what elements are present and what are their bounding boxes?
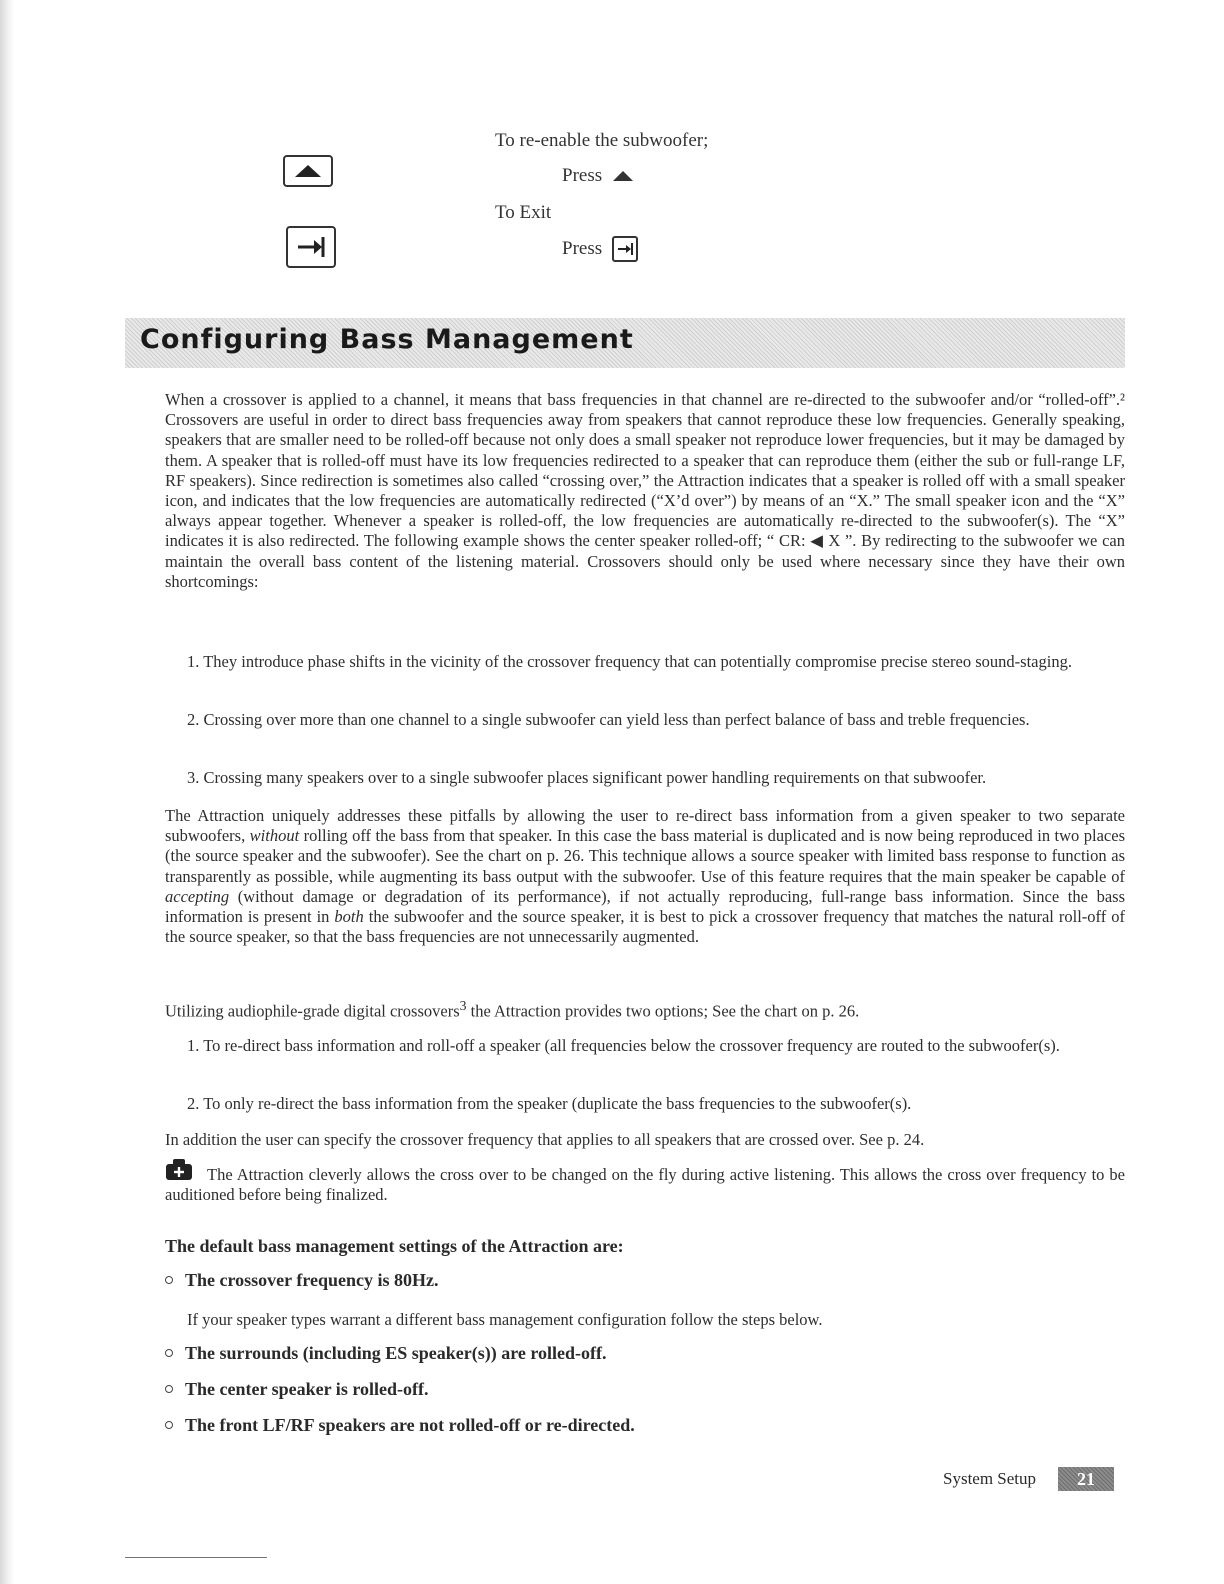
- up-arrow-icon: [612, 170, 634, 182]
- bullet-icon: [165, 1421, 173, 1429]
- press-label: Press: [562, 165, 603, 186]
- section-banner: [125, 318, 1125, 368]
- options-paragraph: [165, 996, 1125, 1022]
- exit-instruction: To Exit: [495, 202, 552, 223]
- section-title: Configuring Bass Management: [140, 324, 634, 355]
- intro-paragraph: When a crossover is applied to a channel, it means that bass frequencies in that channel are re-directed to the subwoofer and/or “rolled-off”.² Crossovers are useful in order to direct bass frequencies away from speakers that cannot reproduce these low frequencies. Generally speaking, speakers that are smaller need to be rolled-off because not only does a small speaker not reproduce lower frequencies, but it may be damaged by them. A speaker that is rolled-off must have its low frequencies redirected to a speaker that can reproduce them (either the sub or full-range LF, RF speakers). Since redirection is sometimes also called “crossing over,” the Attraction indicates that a speaker is rolled off with a small speaker icon, and indicates that the low frequencies are automatically redirected (“X’d over”) by means of an “X.” The small speaker icon and the “X” always appear together. Whenever a speaker is rolled-off, the low frequencies are automatically re-directed to the subwoofer(s). The “X” indicates it is also redirected. The following example shows the center speaker rolled-off; “ CR: ◀ X ”. By redirecting to the subwoofer we can maintain the overall bass content of the listening material. Crossovers should only be used where necessary since they have their own shortcomings:: [165, 390, 1125, 591]
- text-run: Utilizing audiophile-grade digital crossovers: [165, 1001, 460, 1021]
- text-run: the subwoofer and the source speaker, it is best to pick a crossover frequency that matches the natural roll-off of the source speaker, so that the bass frequencies are not unnecessarily augmented.: [165, 907, 1125, 947]
- list-item: 3. Crossing many speakers over to a single subwoofer places significant power handling requirements on that subwoofer.: [187, 768, 987, 787]
- bullet-icon: [165, 1385, 173, 1393]
- bullet-item: [165, 1270, 438, 1291]
- text-run: (without damage or degradation of its performance), if not actually reproducing, full-range bass information. Since the bass information is present in: [165, 886, 1125, 927]
- text-run: rolling off the bass from that speaker. In this case the bass material is duplicated and is now being reproduced in two places (the source speaker and the subwoofer). See the chart on p. 26. This technique allows a source speaker with limited bass response to function as transparently as possible, while augmenting its bass output with the subwoofer. Use of this feature requires that the main speaker be capable of: [165, 826, 1125, 886]
- page-number-badge: 21: [1058, 1467, 1114, 1491]
- list-item: 1. To re-direct bass information and roll-off a speaker (all frequencies below the crossover frequency are routed to the subwoofer(s).: [187, 1036, 1060, 1055]
- emphasis-without: without: [249, 826, 300, 846]
- scan-edge: [0, 0, 14, 1584]
- enter-key-small-icon: [612, 236, 638, 262]
- list-item: 2. To only re-direct the bass information from the speaker (duplicate the bass frequencies to the subwoofer(s).: [187, 1094, 912, 1113]
- footnote-ref: 3: [459, 998, 467, 1013]
- text-run: the Attraction provides two options; See the chart on p. 26.: [466, 1001, 860, 1021]
- crossover-frequency-paragraph: In addition the user can specify the crossover frequency that applies to all speakers that are crossed over. See p. 24.: [165, 1130, 925, 1149]
- bottom-rule: [125, 1557, 267, 1558]
- pitfalls-paragraph: [165, 806, 1125, 947]
- bullet-text: The center speaker is rolled-off.: [185, 1379, 429, 1399]
- bullet-text: The front LF/RF speakers are not rolled-off or re-directed.: [185, 1415, 635, 1435]
- bullet-text: The crossover frequency is 80Hz.: [185, 1270, 439, 1290]
- press-up-instruction: [562, 165, 634, 187]
- defaults-heading: The default bass management settings of the Attraction are:: [165, 1236, 624, 1256]
- bullet-icon: [165, 1349, 173, 1357]
- bullet-item: [165, 1415, 635, 1436]
- reenable-instruction: To re-enable the subwoofer;: [495, 130, 709, 151]
- note-paragraph: [165, 1165, 1125, 1205]
- list-item: 1. They introduce phase shifts in the vicinity of the crossover frequency that can potentially compromise precise stereo sound-staging.: [187, 652, 1072, 671]
- bullet-text: The surrounds (including ES speaker(s)) are rolled-off.: [185, 1343, 607, 1363]
- bullet-item: [165, 1343, 607, 1364]
- follow-note: If your speaker types warrant a different bass management configuration follow the steps below.: [187, 1310, 823, 1329]
- note-text: The Attraction cleverly allows the cross over to be changed on the fly during active listening. This allows the cross over frequency to be auditioned before being finalized.: [165, 1165, 1125, 1205]
- bullet-item: [165, 1379, 428, 1400]
- emphasis-accepting: accepting: [165, 886, 230, 906]
- press-enter-instruction: [562, 236, 638, 262]
- press-label: Press: [562, 238, 603, 259]
- enter-key-icon: [286, 226, 336, 268]
- emphasis-both: both: [334, 907, 364, 927]
- list-item: 2. Crossing over more than one channel to a single subwoofer can yield less than perfect balance of bass and treble frequencies.: [187, 710, 1030, 729]
- bullet-icon: [165, 1276, 173, 1284]
- footer-section-label: System Setup: [943, 1469, 1037, 1488]
- text-run: The Attraction uniquely addresses these pitfalls by allowing the user to re-direct bass information from a given speaker to two separate subwoofers,: [165, 806, 1125, 846]
- up-arrow-key-icon: [283, 155, 333, 187]
